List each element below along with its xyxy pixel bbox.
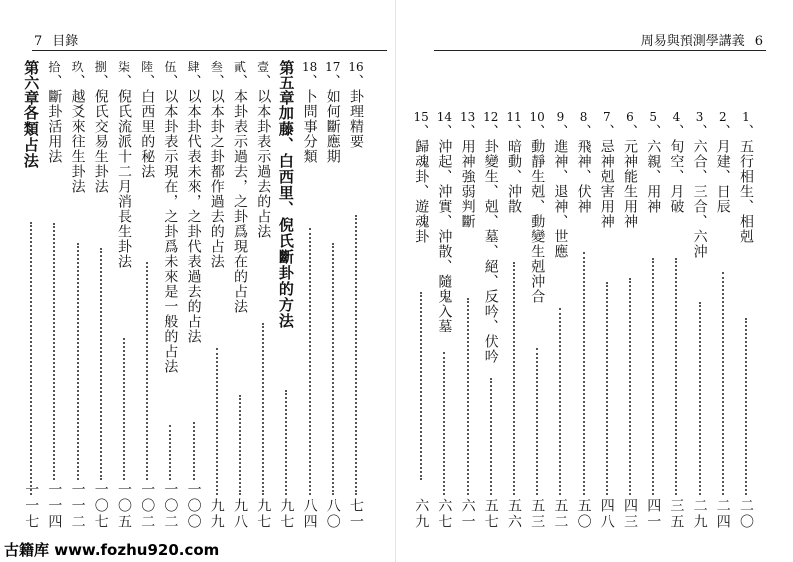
toc-entry[interactable] xyxy=(548,110,572,530)
site-watermark: 古籍库 www.fozhu920.com xyxy=(4,541,220,559)
toc-entry-number: 肆 xyxy=(187,60,200,74)
toc-page-number: 五七 xyxy=(482,498,499,530)
toc-entry-title: 、進神、退神、世應 xyxy=(552,124,569,259)
toc-entry[interactable] xyxy=(502,110,526,530)
toc-dot-leader xyxy=(123,338,125,480)
toc-entry[interactable] xyxy=(525,110,549,530)
left-header-rule xyxy=(32,50,387,51)
toc-page-number: 九九 xyxy=(208,498,225,530)
toc-entry[interactable] xyxy=(711,110,735,530)
toc-entry-number: 3 xyxy=(695,110,704,124)
right-header-title: 周易與預測學講義 xyxy=(640,34,745,49)
toc-entry-title: 、歸魂卦、遊魂卦 xyxy=(413,124,430,244)
right-page xyxy=(396,0,793,562)
toc-page-number: 八四 xyxy=(301,498,318,530)
toc-entry-number: 4 xyxy=(672,110,681,124)
toc-entry[interactable] xyxy=(42,60,66,530)
toc-dot-leader xyxy=(193,422,195,480)
toc-entry[interactable] xyxy=(734,110,758,530)
toc-dot-leader xyxy=(722,272,724,495)
toc-entry-title: 、暗動、沖散 xyxy=(506,124,522,214)
toc-entry-number: 18 xyxy=(301,60,318,74)
toc-entry-number: 陸 xyxy=(141,60,154,74)
toc-dot-leader xyxy=(332,243,334,495)
toc-dot-leader xyxy=(216,348,218,495)
toc-dot-leader xyxy=(100,248,102,480)
toc-dot-leader xyxy=(30,222,32,495)
toc-dot-leader xyxy=(652,258,654,495)
toc-dot-leader xyxy=(309,228,311,495)
toc-entry[interactable] xyxy=(89,60,113,530)
right-header xyxy=(641,30,763,49)
toc-page-number: 五〇 xyxy=(575,498,592,530)
toc-dot-leader xyxy=(146,262,148,480)
toc-entry-title: 、用神強弱判斷 xyxy=(459,124,476,229)
toc-page-number: 九七 xyxy=(255,498,272,530)
toc-page-number: 一〇七 xyxy=(92,482,109,530)
toc-page-number: 一一七 xyxy=(23,482,40,530)
toc-entry-title: 、五行相生、相剋 xyxy=(738,124,754,244)
toc-page-number: 二四 xyxy=(714,498,731,530)
toc-entry-number: 捌 xyxy=(94,60,107,74)
toc-page-number: 一〇二 xyxy=(139,482,156,530)
toc-entry-number: 貳 xyxy=(233,60,246,74)
toc-entry[interactable] xyxy=(66,60,90,530)
toc-entry[interactable] xyxy=(618,110,642,530)
toc-page-number: 四一 xyxy=(645,498,662,530)
toc-entry-title: 、越爻來往生卦法 xyxy=(69,74,86,194)
toc-entry-number: 5 xyxy=(649,110,657,124)
toc-entry-title: 、卦變生、剋、墓、絕、反吟、伏吟 xyxy=(482,124,499,364)
toc-page-number: 一〇〇 xyxy=(185,482,202,530)
toc-entry-title: 、斷卦活用法 xyxy=(46,74,63,164)
toc-dot-leader xyxy=(606,282,608,495)
toc-entry-number: 柒 xyxy=(117,60,130,74)
toc-entry[interactable] xyxy=(572,110,596,530)
toc-entry-number: 第五章 xyxy=(277,60,296,105)
toc-page-number: 四三 xyxy=(622,498,638,530)
toc-entry-title: 、卦理精要 xyxy=(348,74,364,149)
toc-entry-number: 14 xyxy=(436,110,453,124)
toc-entry-number: 叁 xyxy=(210,60,223,74)
toc-entry-number: 壹 xyxy=(257,60,270,74)
toc-page-number: 九八 xyxy=(232,498,248,530)
toc-dot-leader xyxy=(420,292,422,480)
toc-dot-leader xyxy=(77,243,79,480)
toc-entry-title: 、六合、三合、六沖 xyxy=(691,124,708,259)
toc-entry[interactable] xyxy=(228,60,252,530)
toc-page-number: 一一四 xyxy=(46,482,63,530)
toc-entry[interactable] xyxy=(409,110,433,530)
toc-entry[interactable] xyxy=(112,60,136,530)
toc-entry-number: 6 xyxy=(626,110,634,124)
toc-page-number: 一一二 xyxy=(69,482,86,530)
left-page xyxy=(0,0,396,562)
toc-entry-title: 、本卦表示過去，之卦爲現在的占法 xyxy=(232,74,248,314)
toc-entry[interactable] xyxy=(641,110,665,530)
toc-entry[interactable] xyxy=(321,60,345,530)
toc-entry[interactable] xyxy=(432,110,456,530)
toc-entry-number: 17 xyxy=(325,60,341,74)
toc-page-number: 五二 xyxy=(552,498,569,530)
toc-entry[interactable] xyxy=(205,60,229,530)
toc-dot-leader xyxy=(169,425,171,480)
left-page-number: 7 xyxy=(34,34,43,49)
toc-dot-leader xyxy=(559,308,561,495)
toc-entry[interactable] xyxy=(182,60,206,530)
toc-page-number: 六七 xyxy=(436,498,453,530)
toc-page-number: 三五 xyxy=(668,498,685,530)
toc-page-number: 八〇 xyxy=(324,498,341,530)
toc-dot-leader xyxy=(745,318,747,495)
toc-entry-title: 、忌神剋害用神 xyxy=(598,124,615,229)
toc-entry-title: 、卜問事分類 xyxy=(301,74,318,164)
toc-dot-leader xyxy=(262,323,264,495)
toc-entry-number: 伍 xyxy=(164,60,177,74)
toc-dot-leader xyxy=(629,278,631,495)
toc-entry[interactable] xyxy=(19,60,43,530)
toc-entry-title: 、如何斷應期 xyxy=(324,74,341,164)
toc-entry-number: 10 xyxy=(529,110,545,124)
toc-entry-number: 11 xyxy=(506,110,522,124)
toc-entry-number: 13 xyxy=(459,110,476,124)
left-header-title: 目錄 xyxy=(52,34,79,49)
toc-page-number: 七一 xyxy=(348,498,364,530)
right-page-number: 6 xyxy=(754,34,763,49)
toc-dot-leader xyxy=(239,395,241,495)
toc-entry-title: 、動靜生剋、動變生剋沖合 xyxy=(529,124,546,304)
toc-entry[interactable] xyxy=(158,60,182,530)
toc-entry-number: 第六章 xyxy=(22,60,41,105)
toc-page-number: 二九 xyxy=(691,498,708,530)
toc-entry[interactable] xyxy=(456,110,480,530)
toc-entry[interactable] xyxy=(479,110,503,530)
toc-entry[interactable] xyxy=(595,110,619,530)
toc-page-number: 一〇五 xyxy=(116,482,132,530)
toc-dot-leader xyxy=(285,390,287,495)
toc-entry-title: 、六親、用神 xyxy=(645,124,662,214)
toc-entry[interactable] xyxy=(274,60,298,530)
toc-entry-title: 、以本卦表示現在，之卦爲未來是一般的占法 xyxy=(162,74,179,374)
toc-dot-leader xyxy=(583,252,585,495)
toc-page-number: 四八 xyxy=(598,498,615,530)
toc-entry-title: 、白西里的秘法 xyxy=(139,74,156,179)
toc-entry-title: 、元神能生用神 xyxy=(622,124,638,229)
toc-entry-title: 加藤、白西里、倪氏斷卦的方法 xyxy=(276,105,295,329)
toc-entry-title: 、飛神、伏神 xyxy=(575,124,592,214)
toc-dot-leader xyxy=(53,223,55,480)
toc-dot-leader xyxy=(536,348,538,495)
toc-page-number: 五三 xyxy=(529,498,546,530)
toc-entry-number: 2 xyxy=(718,110,727,124)
toc-dot-leader xyxy=(675,258,677,495)
toc-entry-title: 、倪氏流派十二月消長生卦法 xyxy=(116,74,132,269)
toc-page-number: 二〇 xyxy=(738,498,754,530)
toc-page-number: 一〇二 xyxy=(162,482,179,530)
toc-entry-title: 、以本卦代表未來，之卦代表過去的占法 xyxy=(185,74,202,344)
toc-entry-number: 8 xyxy=(579,110,588,124)
toc-dot-leader xyxy=(355,215,357,495)
left-header xyxy=(34,30,78,49)
toc-page-number: 五六 xyxy=(506,498,522,530)
toc-entry-title: 、倪氏交易生卦法 xyxy=(92,74,109,194)
toc-entry-number: 15 xyxy=(413,110,429,124)
toc-entry-number: 拾 xyxy=(48,60,61,74)
toc-dot-leader xyxy=(513,262,515,495)
toc-dot-leader xyxy=(699,302,701,495)
toc-entry-title: 、以本卦之卦都作過去的占法 xyxy=(208,74,225,269)
toc-entry[interactable] xyxy=(135,60,159,530)
toc-page-number: 六一 xyxy=(459,498,476,530)
toc-entry-title: 各類占法 xyxy=(21,105,40,169)
toc-dot-leader xyxy=(467,298,469,495)
toc-entry[interactable] xyxy=(688,110,712,530)
toc-entry-number: 玖 xyxy=(71,60,84,74)
toc-entry[interactable] xyxy=(298,60,322,530)
toc-dot-leader xyxy=(443,352,445,495)
toc-entry-title: 、沖起、沖實、沖散、隨鬼入墓 xyxy=(436,124,453,334)
toc-entry-title: 、月建、日辰 xyxy=(714,124,731,214)
toc-entry-title: 、旬空、月破 xyxy=(668,124,685,214)
toc-entry-number: 7 xyxy=(602,110,611,124)
right-header-rule xyxy=(434,50,766,51)
toc-entry[interactable] xyxy=(664,110,688,530)
toc-entry[interactable] xyxy=(344,60,368,530)
toc-entry[interactable] xyxy=(251,60,275,530)
toc-entry-number: 16 xyxy=(348,60,364,74)
toc-dot-leader xyxy=(490,378,492,495)
toc-entry-number: 1 xyxy=(742,110,750,124)
toc-page-number: 六九 xyxy=(413,498,430,530)
toc-entry-number: 9 xyxy=(556,110,565,124)
toc-page-number: 九七 xyxy=(278,498,295,530)
toc-entry-title: 、以本卦表示過去的占法 xyxy=(255,74,272,239)
toc-entry-number: 12 xyxy=(483,110,499,124)
